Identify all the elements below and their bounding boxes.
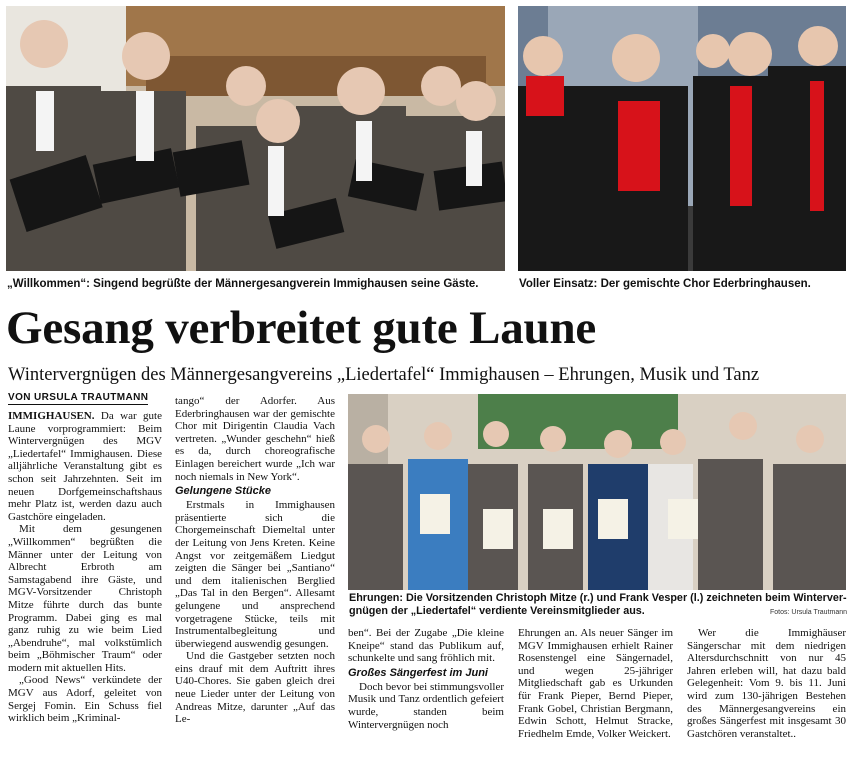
subhead-gelungene-stuecke: Gelungene Stücke	[175, 485, 271, 498]
article-column-5	[687, 627, 846, 763]
subhead-saengerfest: Großes Sängerfest im Juni	[348, 666, 488, 679]
col2-paragraph-1: tango“ der Adorfer. Aus Ederbringhausen war der gemischte Chor mit Dirigentin Claudia Vach vertreten. „Wunder geschehn“ hieß es da, durch choreografische Einlagen bereichert wurde „Ich war noch niemals in New York“.	[175, 395, 335, 483]
col1-paragraph-3: „Good News“ verkündete der MGV aus Adorf, geleitet von Sergej Fomin. Ein Schuss fiel wirklich beim „Kriminal-	[8, 674, 162, 725]
photo-mixed-choir	[518, 6, 846, 271]
col2-paragraph-3: Und die Gastgeber setzten noch eins drauf mit dem Auftritt ihres U40-Chores. Sie gaben gleich drei neue Lieder unter der Leitung von Andreas Mitze, darunter „Auf das Le-	[175, 650, 335, 726]
article-column-4	[518, 627, 673, 763]
caption-mixed-choir: Voller Einsatz: Der gemischte Chor Ederbringhausen.	[519, 278, 811, 290]
article-column-2	[175, 395, 335, 762]
photo-honors	[348, 394, 846, 590]
dateline: IMMIGHAUSEN.	[8, 410, 95, 422]
byline: VON URSULA TRAUTMANN	[8, 392, 149, 403]
col5-paragraph-1: Wer die Immighäuser Sängerschar mit dem niedrigen Altersdurchschnitt von nur 45 Jahren erleben will, hat dazu bald Gelegenheit: Vom 9. bis 11. Juni wird zum 130-jährigen Bestehen des Männergesangvereins ein großes Sängerfest mit insgesamt 30 Gastchören veranstaltet..	[687, 627, 846, 740]
article-column-3	[348, 627, 504, 763]
photo-mens-choir	[6, 6, 505, 271]
subheadline: Wintervergnügen des Männergesangvereins „Liedertafel“ Immighausen – Ehrungen, Musik und Tanz	[8, 365, 760, 385]
caption-mens-choir: „Willkommen“: Singend begrüßte der Männergesangverein Immighausen seine Gäste.	[7, 278, 479, 290]
col4-paragraph-1: Ehrungen an. Als neuer Sänger im MGV Immighausen erhielt Rainer Rosenstengel eine Sängernadel, und wegen 25-jähriger Mitgliedschaft gab es Urkunden für Frank Pieper, Bernd Pieper, Frank Gobel, Christian Bergmann, Edwin Schott, Helmut Stracke, Friedhelm Emde, Volker Weickert.	[518, 627, 673, 740]
caption-honors-line-1: Ehrungen: Die Vorsitzenden Christoph Mitze (r.) und Frank Vesper (l.) zeichneten beim Winterver-	[349, 592, 847, 604]
col1-paragraph-2: Mit dem gesungenen „Willkommen“ begrüßten die Männer unter der Leitung von Albrecht Erbroth am Samstagabend ihre Gäste, und MGV-Vorsitzender Christoph Mitze führte durch das bunte Programm. Dabei ging es mal ganz ruhig zu wie beim Lied „Abendruhe“, mal volkstümlich beim „Böhmischer Traum“ oder modern mit aktuellen Hits.	[8, 523, 162, 674]
caption-honors-line-2: gnügen der „Liedertafel“ verdiente Vereinsmitglieder aus.	[349, 605, 645, 617]
col3-paragraph-1: ben“. Bei der Zugabe „Die kleine Kneipe“ stand das Publikum auf, schunkelte und sang fröhlich mit.	[348, 627, 504, 665]
photo-credit: Fotos: Ursula Trautmann	[770, 609, 848, 616]
col2-paragraph-2: Erstmals in Immighausen präsentierte sich die Chorgemeinschaft Diemeltal unter der Leitung von Jens Kreten. Keine Angst vor zeitgemäßem Liedgut zeigten die Sänger bei „Santiano“ und dem italienischen Berglied „Das Tal in den Bergen“. Allesamt gelungene und ansprechend vorgetragene Stücke, teils mit Instrumentalbegleitung und überwiegend auswendig gesungen.	[175, 499, 335, 650]
col3-paragraph-2: Doch bevor bei stimmungsvoller Musik und Tanz ordentlich gefeiert wurde, standen beim Wintervergnügen noch	[348, 680, 504, 731]
col1-paragraph-1: Da war gute Laune vorprogrammiert: Beim Wintervergnügen des MGV „Liedertafel“ Immighausen. Diese alljährliche Veranstaltung gibt es schon seit Jahrzehnten. Seit im neuen Dorfgemeinschaftshaus mehr Platz ist, werden dazu auch Gastchöre eingeladen.	[8, 410, 162, 523]
article-column-1	[8, 410, 162, 762]
headline: Gesang verbreitet gute Laune	[6, 302, 597, 354]
